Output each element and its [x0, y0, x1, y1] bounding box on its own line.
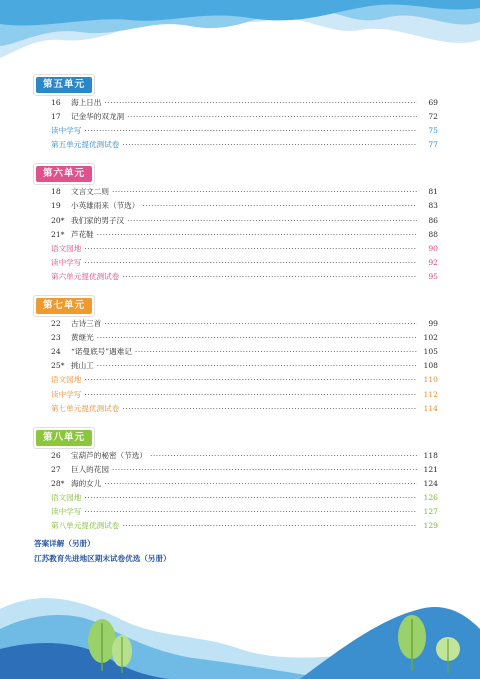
page-number: 88 — [428, 229, 438, 239]
lesson-number: 27 — [51, 464, 61, 474]
page-number: 127 — [423, 507, 438, 517]
toc-entry — [34, 97, 446, 111]
top-wave-decoration — [0, 0, 480, 70]
lesson-number: 19 — [51, 201, 61, 211]
entry-title: 黄继光 — [71, 333, 94, 343]
dot-leader — [84, 507, 417, 516]
toc-entry — [34, 492, 446, 506]
unit-5 — [34, 72, 446, 153]
toc-entry — [34, 200, 446, 214]
page-number: 81 — [428, 187, 438, 197]
dot-leader — [112, 465, 417, 474]
dot-leader — [127, 216, 417, 225]
dot-leader — [142, 201, 417, 210]
entry-title: 语文园地 — [51, 375, 82, 385]
page-number: 108 — [423, 361, 438, 371]
lesson-number: 17 — [51, 112, 61, 122]
toc-entry — [34, 215, 446, 229]
toc-entry — [34, 520, 446, 534]
dot-leader — [97, 230, 417, 239]
entry-title: 语文园地 — [51, 243, 82, 253]
entry-title: 读中学写 — [51, 126, 82, 136]
entry-title: 挑山工 — [71, 361, 94, 371]
unit-entries — [34, 97, 446, 153]
exam-papers-note: 江苏教育先进地区期末试卷优选（另册） — [34, 554, 171, 563]
toc-entry — [34, 125, 446, 139]
entry-title: 海上日出 — [71, 98, 102, 107]
dot-leader — [104, 319, 417, 328]
dot-leader — [84, 244, 417, 253]
lesson-number: 23 — [51, 333, 61, 343]
dot-leader — [97, 333, 417, 342]
page-number: 75 — [428, 126, 438, 136]
toc-entry — [34, 111, 446, 125]
dot-leader — [112, 187, 417, 196]
unit-8 — [34, 425, 446, 535]
toc-entry — [34, 389, 446, 403]
supplement-notes — [34, 536, 171, 566]
dot-leader — [84, 375, 417, 384]
toc-entry — [34, 478, 446, 492]
toc-entry — [34, 374, 446, 388]
page-number: 99 — [428, 319, 438, 329]
toc-entry — [34, 186, 446, 200]
page-number: 102 — [423, 333, 438, 343]
page-number: 90 — [428, 243, 438, 253]
tree-icon — [112, 635, 132, 673]
entry-title: 读中学写 — [51, 257, 82, 267]
dot-leader — [84, 258, 417, 267]
unit-entries — [34, 450, 446, 535]
toc-entry — [34, 271, 446, 285]
unit-header: 第五单元 — [36, 77, 92, 93]
toc-entry — [34, 257, 446, 271]
dot-leader — [150, 451, 417, 460]
dot-leader — [122, 521, 417, 530]
table-of-contents — [34, 72, 446, 542]
entry-title: 古诗三首 — [71, 319, 102, 329]
toc-entry — [34, 346, 446, 360]
entry-title: 记金华的双龙洞 — [71, 112, 125, 122]
lesson-number: 22 — [51, 319, 61, 329]
entry-title: 第八单元提优测试卷 — [51, 521, 120, 531]
entry-title: 第五单元提优测试卷 — [51, 140, 120, 150]
entry-title: 文言文二则 — [71, 187, 109, 197]
lesson-number: 25* — [51, 361, 65, 371]
entry-title: 海的女儿 — [71, 478, 102, 488]
dot-leader — [104, 479, 417, 488]
page-number: 83 — [428, 201, 438, 211]
dot-leader — [127, 112, 417, 121]
bottom-landscape-decoration — [0, 579, 480, 679]
entry-title: 语文园地 — [51, 492, 82, 502]
toc-entry — [34, 403, 446, 417]
entry-title: 宝葫芦的秘密（节选） — [71, 450, 147, 460]
page-number: 129 — [423, 521, 438, 531]
page-number: 124 — [423, 478, 438, 488]
unit-header: 第八单元 — [36, 430, 92, 446]
toc-entry — [34, 506, 446, 520]
lesson-number: 21* — [51, 229, 65, 239]
page-number: 126 — [423, 492, 438, 502]
tree-icon — [398, 615, 426, 671]
dot-leader — [122, 272, 417, 281]
unit-header: 第六单元 — [36, 166, 92, 182]
page-number: 72 — [428, 112, 438, 122]
lesson-number: 18 — [51, 187, 61, 197]
page-number: 112 — [423, 389, 438, 399]
toc-entry — [34, 318, 446, 332]
entry-title: 第六单元提优测试卷 — [51, 271, 120, 281]
dot-leader — [104, 98, 417, 107]
lesson-number: 20* — [51, 215, 65, 225]
unit-7 — [34, 293, 446, 417]
lesson-number: 26 — [51, 450, 61, 460]
page-number: 95 — [428, 271, 438, 281]
page-number: 86 — [428, 215, 438, 225]
entry-title: 第七单元提优测试卷 — [51, 403, 120, 413]
toc-entry — [34, 464, 446, 478]
tree-icon — [436, 637, 460, 673]
toc-entry — [34, 360, 446, 374]
tree-icon — [88, 619, 116, 671]
dot-leader — [122, 404, 417, 413]
lesson-number: 28* — [51, 478, 65, 488]
dot-leader — [84, 390, 417, 399]
unit-entries — [34, 186, 446, 285]
toc-entry — [34, 243, 446, 257]
lesson-number: 16 — [51, 98, 61, 107]
unit-6 — [34, 161, 446, 285]
page-number: 92 — [428, 257, 438, 267]
dot-leader — [135, 347, 417, 356]
entry-title: 我们家的男子汉 — [71, 215, 125, 225]
dot-leader — [97, 361, 417, 370]
page-number: 114 — [423, 403, 438, 413]
entry-title: 巨人的花园 — [71, 464, 109, 474]
dot-leader — [122, 140, 417, 149]
lesson-number: 24 — [51, 347, 61, 357]
unit-header: 第七单元 — [36, 298, 92, 314]
page-number: 69 — [428, 98, 438, 107]
toc-entry — [34, 139, 446, 153]
dot-leader — [84, 126, 417, 135]
entry-title: 读中学写 — [51, 507, 82, 517]
answer-key-note: 答案详解（另册） — [34, 539, 95, 548]
entry-title: “诺曼底号”遇难记 — [71, 347, 132, 357]
toc-entry — [34, 332, 446, 346]
page-number: 118 — [423, 450, 438, 460]
page-number: 105 — [423, 347, 438, 357]
entry-title: 芦花鞋 — [71, 229, 94, 239]
page-number: 77 — [428, 140, 438, 150]
entry-title: 小英雄雨来（节选） — [71, 201, 140, 211]
dot-leader — [84, 493, 417, 502]
unit-entries — [34, 318, 446, 417]
toc-entry — [34, 229, 446, 243]
page-number: 121 — [423, 464, 438, 474]
entry-title: 读中学写 — [51, 389, 82, 399]
page-number: 110 — [423, 375, 438, 385]
toc-entry — [34, 450, 446, 464]
